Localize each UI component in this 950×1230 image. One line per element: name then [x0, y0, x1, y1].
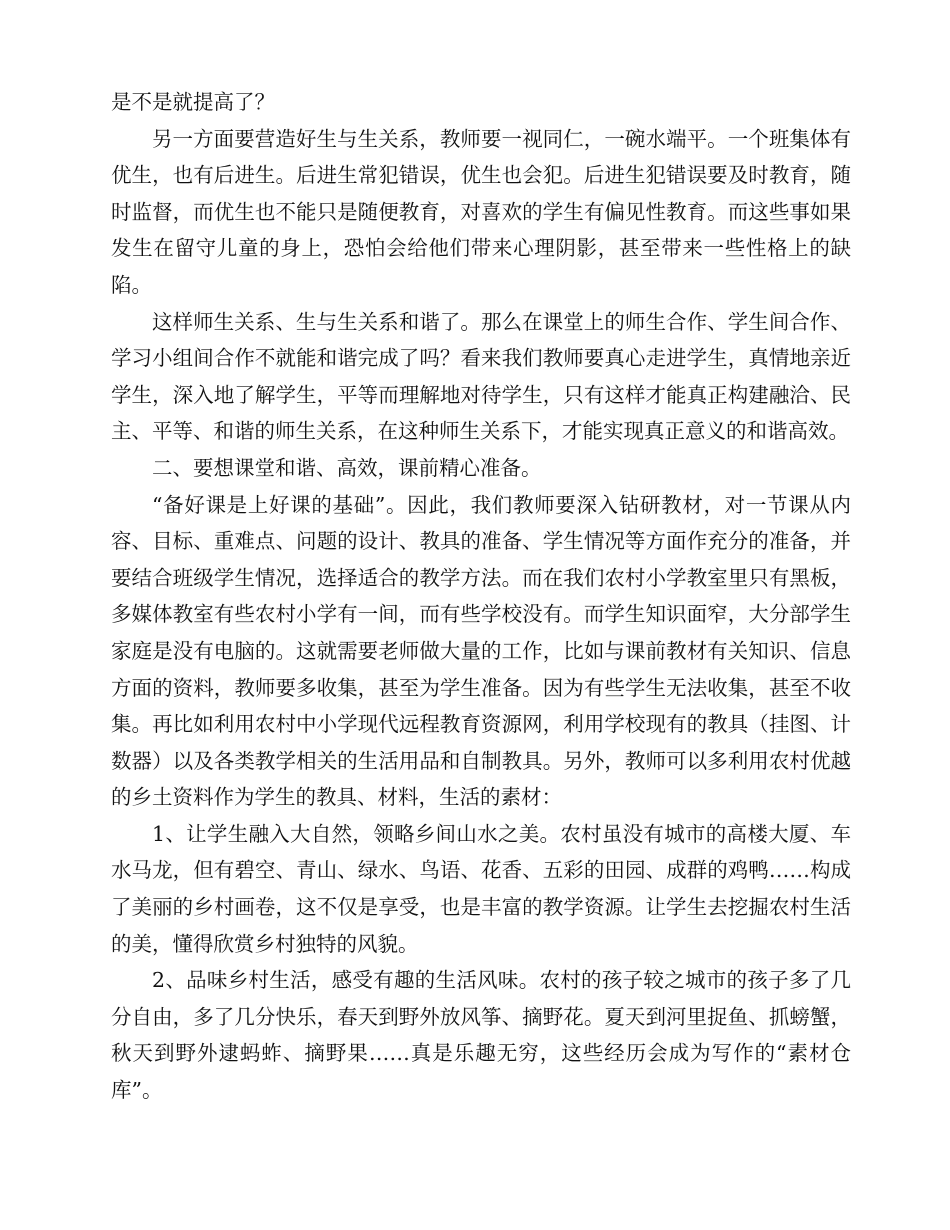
section-heading: 二、要想课堂和谐、高效，课前精心准备。 — [152, 455, 542, 480]
list-item-1: 1、让学生融入大自然，领略乡间山水之美。农村虽没有城市的高楼大厦、车水马龙，但有碧空、青山、绿水、鸟语、花香、五彩的田园、成群的鸡鸭……构成了美丽的乡村画卷，这不仅是享受，也是丰富的教学资源。让学生去挖掘农村生活的美，懂得欣赏乡村独特的风貌。 — [111, 821, 851, 956]
paragraph-3: 这样师生关系、生与生关系和谐了。那么在课堂上的师生合作、学生间合作、学习小组间合作不就能和谐完成了吗？看来我们教师要真心走进学生，真情地亲近学生，深入地了解学生，平等而理解地对待学生，只有这样才能真正构建融洽、民主、平等、和谐的师生关系，在这种师生关系下，才能实现真正意义的和谐高效。 — [111, 309, 851, 444]
paragraph-1: 是不是就提高了？ — [111, 90, 275, 114]
paragraph-2: 另一方面要营造好生与生关系，教师要一视同仁，一碗水端平。一个班集体有优生，也有后进生。后进生常犯错误，优生也会犯。后进生犯错误要及时教育，随时监督，而优生也不能只是随便教育，对喜欢的学生有偏见性教育。而这些事如果发生在留守儿童的身上，恐怕会给他们带来心理阴影，甚至带来一些性格上的缺陷。 — [111, 126, 851, 297]
paragraph-5: “备好课是上好课的基础”。因此，我们教师要深入钻研教材，对一节课从内容、目标、重难点、问题的设计、教具的准备、学生情况等方面作充分的准备，并要结合班级学生情况，选择适合的教学方法。而在我们农村小学教室里只有黑板，多媒体教室有些农村小学有一间，而有些学校没有。而学生知识面窄，大分部学生家庭是没有电脑的。这就需要老师做大量的工作，比如与课前教材有关知识、信息方面的资料，教师要多收集，甚至为学生准备。因为有些学生无法收集，甚至不收集。再比如利用农村中小学现代远程教育资源网，利用学校现有的教具（挂图、计数器）以及各类教学相关的生活用品和自制教具。另外，教师可以多利用农村优越的乡土资料作为学生的教具、材料，生活的素材： — [111, 492, 851, 810]
list-item-2: 2、品味乡村生活，感受有趣的生活风味。农村的孩子较之城市的孩子多了几分自由，多了几分快乐，春天到野外放风筝、摘野花。夏天到河里捉鱼、抓螃蟹，秋天到野外逮蚂蚱、摘野果……真是乐趣无穷，这些经历会成为写作的“素材仓库”。 — [111, 968, 851, 1103]
document-page — [111, 84, 851, 1109]
